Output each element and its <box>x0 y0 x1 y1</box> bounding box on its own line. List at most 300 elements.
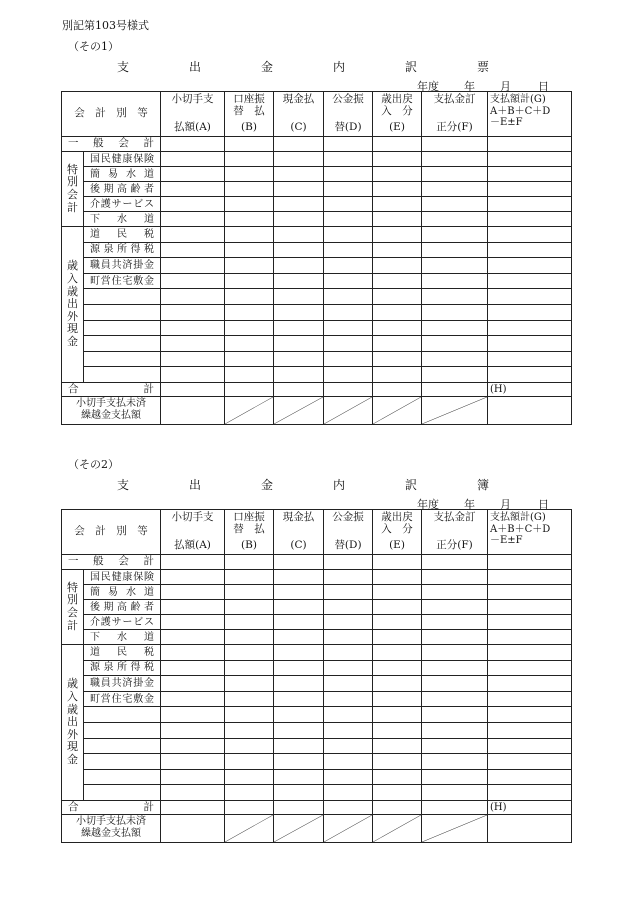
amount-cell[interactable] <box>422 273 488 289</box>
misc-cash-label: 歳 入 歳 出 外 現 金 <box>62 227 84 383</box>
amount-cell[interactable] <box>161 738 225 754</box>
special-item: 介護サービス <box>84 197 161 212</box>
amount-cell[interactable] <box>324 738 373 754</box>
amount-cell[interactable] <box>422 722 488 738</box>
amount-cell[interactable] <box>274 242 324 258</box>
total-cell[interactable] <box>422 800 488 814</box>
amount-cell[interactable] <box>422 258 488 274</box>
header-col-5: 支払金訂 正分(F) <box>422 92 488 137</box>
total-cell[interactable] <box>161 382 225 396</box>
amount-cell[interactable] <box>373 769 422 785</box>
amount-cell[interactable] <box>225 660 274 676</box>
amount-cell[interactable] <box>373 197 422 212</box>
diagonal-cell <box>225 814 274 842</box>
amount-cell[interactable] <box>488 152 572 167</box>
amount-cell[interactable] <box>324 336 373 352</box>
amount-cell[interactable] <box>324 645 373 661</box>
amount-cell[interactable] <box>161 769 225 785</box>
amount-cell[interactable] <box>373 242 422 258</box>
amount-cell[interactable] <box>488 691 572 707</box>
header-col-4: 歳出戻 入 分 (E) <box>373 92 422 137</box>
amount-cell[interactable] <box>225 367 274 383</box>
misc-item <box>84 707 161 723</box>
amount-cell[interactable] <box>324 137 373 152</box>
header-col-0: 小切手支 払額(A) <box>161 510 225 555</box>
amount-cell[interactable] <box>225 152 274 167</box>
amount-cell[interactable] <box>161 555 225 570</box>
amount-cell[interactable] <box>324 289 373 305</box>
amount-cell[interactable] <box>488 615 572 630</box>
amount-cell[interactable] <box>225 615 274 630</box>
amount-cell[interactable] <box>161 570 225 585</box>
amount-cell[interactable] <box>225 273 274 289</box>
row-unpaid-carryover: 小切手支払未済 繰越金支払額 <box>62 814 161 842</box>
amount-cell[interactable] <box>161 676 225 692</box>
amount-cell[interactable] <box>161 645 225 661</box>
amount-cell[interactable] <box>161 630 225 645</box>
amount-cell[interactable] <box>324 754 373 770</box>
amount-cell[interactable] <box>488 367 572 383</box>
amount-cell[interactable] <box>488 707 572 723</box>
amount-cell[interactable] <box>488 227 572 243</box>
amount-cell[interactable] <box>488 258 572 274</box>
amount-cell[interactable] <box>274 585 324 600</box>
amount-cell[interactable] <box>488 212 572 227</box>
amount-cell[interactable] <box>161 258 225 274</box>
amount-cell[interactable] <box>161 182 225 197</box>
date-day: 日 <box>538 80 549 93</box>
amount-cell[interactable] <box>161 785 225 801</box>
amount-cell[interactable] <box>274 152 324 167</box>
amount-cell[interactable] <box>161 273 225 289</box>
amount-cell[interactable] <box>373 351 422 367</box>
amount-cell[interactable] <box>324 242 373 258</box>
amount-cell[interactable] <box>274 707 324 723</box>
amount-cell[interactable] <box>161 660 225 676</box>
amount-cell[interactable] <box>488 785 572 801</box>
amount-cell[interactable] <box>422 152 488 167</box>
amount-cell[interactable] <box>225 585 274 600</box>
header-col-2: 現金払 (C) <box>274 510 324 555</box>
amount-cell[interactable] <box>488 769 572 785</box>
amount-cell[interactable] <box>373 660 422 676</box>
amount-cell[interactable] <box>324 615 373 630</box>
amount-cell[interactable] <box>225 320 274 336</box>
amount-cell[interactable] <box>274 738 324 754</box>
amount-cell[interactable] <box>274 660 324 676</box>
amount-cell[interactable] <box>225 785 274 801</box>
amount-cell[interactable] <box>373 676 422 692</box>
amount-cell[interactable] <box>324 555 373 570</box>
amount-cell[interactable] <box>422 212 488 227</box>
amount-cell[interactable] <box>488 600 572 615</box>
amount-cell[interactable] <box>225 676 274 692</box>
amount-cell[interactable] <box>274 182 324 197</box>
amount-cell[interactable] <box>488 351 572 367</box>
amount-cell[interactable] <box>161 227 225 243</box>
amount-cell[interactable] <box>161 722 225 738</box>
amount-cell[interactable] <box>488 273 572 289</box>
diagonal-cell <box>422 814 488 842</box>
amount-cell[interactable] <box>422 197 488 212</box>
amount-cell[interactable] <box>161 600 225 615</box>
amount-cell[interactable] <box>373 289 422 305</box>
amount-cell[interactable] <box>422 304 488 320</box>
unpaid-total-cell[interactable] <box>488 814 572 842</box>
amount-cell[interactable] <box>274 289 324 305</box>
special-item: 後期高齢者 <box>84 182 161 197</box>
amount-cell[interactable] <box>324 152 373 167</box>
amount-cell[interactable] <box>422 630 488 645</box>
amount-cell[interactable] <box>422 336 488 352</box>
amount-cell[interactable] <box>225 707 274 723</box>
amount-cell[interactable] <box>225 738 274 754</box>
row-general: 一 般 会 計 <box>62 555 161 570</box>
misc-item <box>84 367 161 383</box>
date-nendo: 年度 <box>417 498 439 511</box>
amount-cell[interactable] <box>422 707 488 723</box>
misc-item <box>84 738 161 754</box>
amount-cell[interactable] <box>274 600 324 615</box>
amount-cell[interactable] <box>161 585 225 600</box>
amount-cell[interactable] <box>488 738 572 754</box>
amount-cell[interactable] <box>324 769 373 785</box>
total-cell[interactable] <box>225 800 274 814</box>
amount-cell[interactable] <box>488 167 572 182</box>
unpaid-cell[interactable] <box>161 396 225 424</box>
amount-cell[interactable] <box>161 615 225 630</box>
special-account-label: 特 別 会 計 <box>62 152 84 227</box>
disbursement-table <box>61 91 572 425</box>
amount-cell[interactable] <box>488 182 572 197</box>
amount-cell[interactable] <box>274 630 324 645</box>
amount-cell[interactable] <box>422 754 488 770</box>
form-title: 支 出 金 内 訳 票 <box>116 60 513 74</box>
amount-cell[interactable] <box>422 351 488 367</box>
amount-cell[interactable] <box>488 304 572 320</box>
amount-cell[interactable] <box>225 167 274 182</box>
total-cell[interactable] <box>373 382 422 396</box>
amount-cell[interactable] <box>422 660 488 676</box>
special-item: 介護サービス <box>84 615 161 630</box>
amount-cell[interactable] <box>274 336 324 352</box>
amount-cell[interactable] <box>373 320 422 336</box>
amount-cell[interactable] <box>225 754 274 770</box>
amount-cell[interactable] <box>373 615 422 630</box>
amount-cell[interactable] <box>422 769 488 785</box>
unpaid-total-cell[interactable] <box>488 396 572 424</box>
special-item: 後期高齢者 <box>84 600 161 615</box>
amount-cell[interactable] <box>274 754 324 770</box>
amount-cell[interactable] <box>225 351 274 367</box>
amount-cell[interactable] <box>225 555 274 570</box>
amount-cell[interactable] <box>488 242 572 258</box>
amount-cell[interactable] <box>324 212 373 227</box>
header-col-g: 支払額計(G) A＋B＋C＋D －E±F <box>488 92 572 137</box>
amount-cell[interactable] <box>422 167 488 182</box>
amount-cell[interactable] <box>324 600 373 615</box>
amount-cell[interactable] <box>422 320 488 336</box>
amount-cell[interactable] <box>274 212 324 227</box>
date-month: 月 <box>500 498 511 511</box>
total-h-cell: (H) <box>488 800 572 814</box>
amount-cell[interactable] <box>324 367 373 383</box>
amount-cell[interactable] <box>161 167 225 182</box>
amount-cell[interactable] <box>274 167 324 182</box>
misc-item: 職員共済掛金 <box>84 258 161 274</box>
amount-cell[interactable] <box>324 707 373 723</box>
amount-cell[interactable] <box>225 182 274 197</box>
amount-cell[interactable] <box>161 367 225 383</box>
amount-cell[interactable] <box>488 320 572 336</box>
row-total: 合 計 <box>62 382 161 396</box>
amount-cell[interactable] <box>373 336 422 352</box>
amount-cell[interactable] <box>324 167 373 182</box>
amount-cell[interactable] <box>274 227 324 243</box>
amount-cell[interactable] <box>225 645 274 661</box>
amount-cell[interactable] <box>324 785 373 801</box>
amount-cell[interactable] <box>324 570 373 585</box>
amount-cell[interactable] <box>422 600 488 615</box>
amount-cell[interactable] <box>373 738 422 754</box>
amount-cell[interactable] <box>274 691 324 707</box>
header-col-3: 公金振 替(D) <box>324 92 373 137</box>
amount-cell[interactable] <box>274 304 324 320</box>
date-year: 年 <box>464 498 475 511</box>
form-number: 別記第103号様式 <box>62 19 149 32</box>
date-year: 年 <box>464 80 475 93</box>
amount-cell[interactable] <box>373 304 422 320</box>
amount-cell[interactable] <box>225 630 274 645</box>
misc-item: 職員共済掛金 <box>84 676 161 692</box>
amount-cell[interactable] <box>488 676 572 692</box>
amount-cell[interactable] <box>225 336 274 352</box>
amount-cell[interactable] <box>488 197 572 212</box>
amount-cell[interactable] <box>422 615 488 630</box>
amount-cell[interactable] <box>274 676 324 692</box>
amount-cell[interactable] <box>373 152 422 167</box>
amount-cell[interactable] <box>488 754 572 770</box>
misc-item: 道民税 <box>84 645 161 661</box>
part-label: （その1） <box>68 40 119 53</box>
amount-cell[interactable] <box>274 645 324 661</box>
header-category: 会 計 別 等 <box>62 510 161 555</box>
total-cell[interactable] <box>422 382 488 396</box>
amount-cell[interactable] <box>373 691 422 707</box>
total-cell[interactable] <box>324 382 373 396</box>
amount-cell[interactable] <box>422 242 488 258</box>
amount-cell[interactable] <box>161 754 225 770</box>
amount-cell[interactable] <box>274 570 324 585</box>
amount-cell[interactable] <box>274 722 324 738</box>
amount-cell[interactable] <box>373 630 422 645</box>
amount-cell[interactable] <box>373 585 422 600</box>
amount-cell[interactable] <box>161 351 225 367</box>
amount-cell[interactable] <box>274 367 324 383</box>
amount-cell[interactable] <box>373 212 422 227</box>
amount-cell[interactable] <box>225 691 274 707</box>
amount-cell[interactable] <box>488 722 572 738</box>
amount-cell[interactable] <box>161 152 225 167</box>
row-general: 一 般 会 計 <box>62 137 161 152</box>
amount-cell[interactable] <box>422 691 488 707</box>
amount-cell[interactable] <box>324 722 373 738</box>
amount-cell[interactable] <box>488 570 572 585</box>
misc-item <box>84 289 161 305</box>
amount-cell[interactable] <box>225 242 274 258</box>
date-nendo: 年度 <box>417 80 439 93</box>
header-col-2: 現金払 (C) <box>274 92 324 137</box>
amount-cell[interactable] <box>274 137 324 152</box>
amount-cell[interactable] <box>225 212 274 227</box>
header-col-0: 小切手支 払額(A) <box>161 92 225 137</box>
amount-cell[interactable] <box>373 167 422 182</box>
amount-cell[interactable] <box>422 182 488 197</box>
amount-cell[interactable] <box>488 630 572 645</box>
amount-cell[interactable] <box>324 691 373 707</box>
amount-cell[interactable] <box>225 258 274 274</box>
disbursement-table <box>61 509 572 843</box>
amount-cell[interactable] <box>422 555 488 570</box>
amount-cell[interactable] <box>422 570 488 585</box>
amount-cell[interactable] <box>274 320 324 336</box>
amount-cell[interactable] <box>161 197 225 212</box>
amount-cell[interactable] <box>373 258 422 274</box>
amount-cell[interactable] <box>373 570 422 585</box>
total-cell[interactable] <box>274 800 324 814</box>
misc-cash-label: 歳 入 歳 出 外 現 金 <box>62 645 84 801</box>
amount-cell[interactable] <box>422 289 488 305</box>
header-col-4: 歳出戻 入 分 (E) <box>373 510 422 555</box>
unpaid-cell[interactable] <box>161 814 225 842</box>
amount-cell[interactable] <box>422 738 488 754</box>
amount-cell[interactable] <box>324 660 373 676</box>
amount-cell[interactable] <box>373 722 422 738</box>
total-cell[interactable] <box>225 382 274 396</box>
diagonal-cell <box>373 814 422 842</box>
amount-cell[interactable] <box>324 320 373 336</box>
amount-cell[interactable] <box>324 351 373 367</box>
amount-cell[interactable] <box>161 691 225 707</box>
amount-cell[interactable] <box>373 555 422 570</box>
amount-cell[interactable] <box>324 182 373 197</box>
amount-cell[interactable] <box>324 304 373 320</box>
total-cell[interactable] <box>324 800 373 814</box>
diagonal-cell <box>373 396 422 424</box>
amount-cell[interactable] <box>488 336 572 352</box>
amount-cell[interactable] <box>488 585 572 600</box>
amount-cell[interactable] <box>161 212 225 227</box>
amount-cell[interactable] <box>324 197 373 212</box>
amount-cell[interactable] <box>373 645 422 661</box>
amount-cell[interactable] <box>422 676 488 692</box>
amount-cell[interactable] <box>161 289 225 305</box>
amount-cell[interactable] <box>488 660 572 676</box>
amount-cell[interactable] <box>373 227 422 243</box>
total-cell[interactable] <box>373 800 422 814</box>
amount-cell[interactable] <box>422 785 488 801</box>
special-item: 下水道 <box>84 212 161 227</box>
amount-cell[interactable] <box>422 645 488 661</box>
amount-cell[interactable] <box>373 182 422 197</box>
amount-cell[interactable] <box>161 336 225 352</box>
diagonal-cell <box>422 396 488 424</box>
total-cell[interactable] <box>161 800 225 814</box>
amount-cell[interactable] <box>225 600 274 615</box>
amount-cell[interactable] <box>274 273 324 289</box>
amount-cell[interactable] <box>225 304 274 320</box>
misc-item <box>84 336 161 352</box>
diagonal-cell <box>324 396 373 424</box>
misc-item <box>84 304 161 320</box>
misc-item: 道民税 <box>84 227 161 243</box>
diagonal-cell <box>274 396 324 424</box>
amount-cell[interactable] <box>225 769 274 785</box>
amount-cell[interactable] <box>274 197 324 212</box>
amount-cell[interactable] <box>225 570 274 585</box>
header-col-5: 支払金訂 正分(F) <box>422 510 488 555</box>
amount-cell[interactable] <box>161 320 225 336</box>
amount-cell[interactable] <box>373 785 422 801</box>
amount-cell[interactable] <box>274 258 324 274</box>
total-cell[interactable] <box>274 382 324 396</box>
amount-cell[interactable] <box>488 289 572 305</box>
amount-cell[interactable] <box>225 137 274 152</box>
misc-item <box>84 351 161 367</box>
amount-cell[interactable] <box>373 600 422 615</box>
amount-cell[interactable] <box>488 137 572 152</box>
amount-cell[interactable] <box>274 785 324 801</box>
amount-cell[interactable] <box>324 585 373 600</box>
amount-cell[interactable] <box>373 707 422 723</box>
amount-cell[interactable] <box>488 645 572 661</box>
misc-item: 町営住宅敷金 <box>84 691 161 707</box>
amount-cell[interactable] <box>422 137 488 152</box>
amount-cell[interactable] <box>488 555 572 570</box>
amount-cell[interactable] <box>274 351 324 367</box>
amount-cell[interactable] <box>324 630 373 645</box>
amount-cell[interactable] <box>161 137 225 152</box>
misc-item <box>84 722 161 738</box>
special-account-label: 特 別 会 計 <box>62 570 84 645</box>
header-col-3: 公金振 替(D) <box>324 510 373 555</box>
amount-cell[interactable] <box>422 585 488 600</box>
amount-cell[interactable] <box>324 258 373 274</box>
amount-cell[interactable] <box>422 367 488 383</box>
amount-cell[interactable] <box>225 227 274 243</box>
special-item: 国民健康保険 <box>84 152 161 167</box>
amount-cell[interactable] <box>324 273 373 289</box>
amount-cell[interactable] <box>373 754 422 770</box>
amount-cell[interactable] <box>373 137 422 152</box>
amount-cell[interactable] <box>373 367 422 383</box>
misc-item <box>84 785 161 801</box>
amount-cell[interactable] <box>274 615 324 630</box>
amount-cell[interactable] <box>324 227 373 243</box>
amount-cell[interactable] <box>324 676 373 692</box>
amount-cell[interactable] <box>422 227 488 243</box>
amount-cell[interactable] <box>274 555 324 570</box>
amount-cell[interactable] <box>161 304 225 320</box>
amount-cell[interactable] <box>225 197 274 212</box>
amount-cell[interactable] <box>373 273 422 289</box>
amount-cell[interactable] <box>225 289 274 305</box>
special-item: 簡易水道 <box>84 585 161 600</box>
amount-cell[interactable] <box>274 769 324 785</box>
amount-cell[interactable] <box>161 707 225 723</box>
amount-cell[interactable] <box>225 722 274 738</box>
amount-cell[interactable] <box>161 242 225 258</box>
